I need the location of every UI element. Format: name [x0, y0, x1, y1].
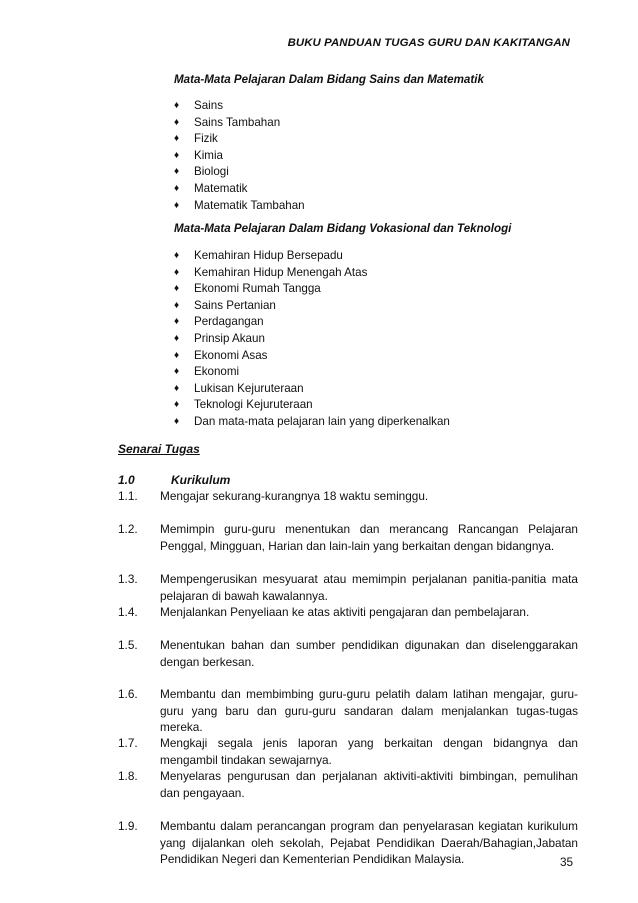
- diamond-bullet-icon: ♦: [174, 250, 180, 261]
- list-item-label: Matematik: [194, 181, 248, 195]
- duty-text: Membantu dan membimbing guru-guru pelatih dalam latihan mengajar, guru-guru yang baru dan guru-guru sandaran dalam menjalankan tugas-tugas mereka.: [160, 687, 578, 735]
- diamond-bullet-icon: ♦: [174, 100, 180, 111]
- diamond-bullet-icon: ♦: [174, 266, 180, 278]
- list-item: [174, 248, 450, 265]
- duty-text: Menyelaras pengurusan dan perjalanan aktiviti-aktiviti bimbingan, pemulihan dan pengayaan.: [160, 769, 578, 800]
- duties-title: Senarai Tugas: [118, 442, 200, 456]
- duty-text: Membantu dalam perancangan program dan penyelarasan kegiatan kurikulum yang dijalankan oleh sekolah, Pejabat Pendidikan Daerah/Bahagian,Jabatan Pendidikan Negeri dan Kementerian Pendidikan Malaysia.: [160, 819, 578, 867]
- duty-item: [118, 637, 578, 670]
- diamond-bullet-icon: ♦: [174, 415, 180, 427]
- list-item-label: Teknologi Kejuruteraan: [194, 398, 313, 412]
- duty-number: 1.3.: [118, 572, 138, 586]
- duty-number: 1.8.: [118, 769, 138, 783]
- section-title: Kurikulum: [171, 473, 231, 487]
- list-item: [174, 281, 450, 298]
- list-item: [174, 381, 450, 398]
- list-item-label: Matematik Tambahan: [194, 198, 305, 212]
- list-item: [174, 148, 305, 165]
- duty-number: 1.1.: [118, 489, 138, 503]
- vocational-subjects-heading: Mata-Mata Pelajaran Dalam Bidang Vokasional dan Teknologi: [174, 222, 512, 235]
- diamond-bullet-icon: ♦: [174, 382, 180, 394]
- duty-item: [118, 686, 578, 736]
- list-item-label: Kemahiran Hidup Menengah Atas: [194, 265, 368, 279]
- list-item-label: Ekonomi: [194, 365, 240, 379]
- list-item-label: Kemahiran Hidup Bersepadu: [194, 249, 343, 262]
- duty-item: [118, 604, 578, 621]
- list-item-label: Biologi: [194, 165, 229, 179]
- list-item-label: Fizik: [194, 132, 218, 146]
- duty-number: 1.4.: [118, 605, 138, 619]
- page-number: 35: [560, 855, 574, 869]
- duty-text: Menjalankan Penyeliaan ke atas aktiviti pengajaran dan pembelajaran.: [160, 605, 530, 619]
- duty-text: Mengkaji segala jenis laporan yang berkaitan dengan bidangnya dan mengambil tindakan sewajarnya.: [160, 736, 578, 767]
- list-item-label: Ekonomi Rumah Tangga: [194, 282, 321, 296]
- diamond-bullet-icon: ♦: [174, 133, 180, 145]
- diamond-bullet-icon: ♦: [174, 332, 180, 344]
- list-item: [174, 298, 450, 315]
- list-item: [174, 364, 450, 381]
- list-item-label: Prinsip Akaun: [194, 331, 265, 345]
- duty-text: Mempengerusikan mesyuarat atau memimpin perjalanan panitia-panitia mata pelajaran di bawah kawalannya.: [160, 572, 578, 603]
- duty-item: [118, 735, 578, 768]
- science-subjects-heading: Mata-Mata Pelajaran Dalam Bidang Sains dan Matematik: [174, 73, 484, 86]
- page-header: BUKU PANDUAN TUGAS GURU DAN KAKITANGAN: [287, 37, 570, 49]
- list-item: [174, 98, 305, 115]
- science-subjects-list: [174, 98, 305, 214]
- list-item: [174, 348, 450, 365]
- list-item: [174, 397, 450, 414]
- list-item: [174, 164, 305, 181]
- list-item: [174, 331, 450, 348]
- list-item: [174, 131, 305, 148]
- list-item: [174, 115, 305, 132]
- duty-text: Menentukan bahan dan sumber pendidikan digunakan dan diselenggarakan dengan berkesan.: [160, 638, 578, 669]
- diamond-bullet-icon: ♦: [174, 349, 180, 361]
- duty-item: [118, 488, 578, 505]
- list-item-label: Ekonomi Asas: [194, 348, 268, 362]
- diamond-bullet-icon: ♦: [174, 166, 180, 178]
- list-item: [174, 198, 305, 215]
- list-item-label: Perdagangan: [194, 315, 264, 329]
- duty-item: [118, 521, 578, 554]
- duty-text: Mengajar sekurang-kurangnya 18 waktu seminggu.: [160, 489, 429, 503]
- diamond-bullet-icon: ♦: [174, 316, 180, 328]
- duty-number: 1.6.: [118, 687, 138, 701]
- diamond-bullet-icon: ♦: [174, 299, 180, 311]
- diamond-bullet-icon: ♦: [174, 399, 180, 411]
- duty-number: 1.5.: [118, 638, 138, 652]
- duty-number: 1.2.: [118, 522, 138, 536]
- section-number: 1.0: [118, 473, 135, 487]
- diamond-bullet-icon: ♦: [174, 283, 180, 295]
- duty-item: [118, 768, 578, 801]
- vocational-subjects-list: [174, 248, 450, 431]
- duty-text: Memimpin guru-guru menentukan dan merancang Rancangan Pelajaran Penggal, Mingguan, Harian dan lain-lain yang berkaitan dengan bidangnya.: [160, 522, 578, 553]
- duty-number: 1.9.: [118, 819, 138, 833]
- list-item: [174, 265, 450, 282]
- duty-item: [118, 818, 578, 868]
- list-item-label: Kimia: [194, 148, 223, 162]
- duty-item: [118, 571, 578, 604]
- diamond-bullet-icon: ♦: [174, 116, 180, 128]
- diamond-bullet-icon: ♦: [174, 366, 180, 378]
- list-item-label: Sains Pertanian: [194, 298, 276, 312]
- list-item-label: Sains Tambahan: [194, 115, 281, 129]
- list-item-label: Sains: [194, 99, 224, 112]
- diamond-bullet-icon: ♦: [174, 199, 180, 211]
- duty-number: 1.7.: [118, 736, 138, 750]
- list-item: [174, 314, 450, 331]
- list-item-label: Dan mata-mata pelajaran lain yang diperkenalkan: [194, 414, 450, 428]
- diamond-bullet-icon: ♦: [174, 182, 180, 194]
- list-item: [174, 181, 305, 198]
- list-item-label: Lukisan Kejuruteraan: [194, 381, 304, 395]
- diamond-bullet-icon: ♦: [174, 149, 180, 161]
- list-item: [174, 414, 450, 431]
